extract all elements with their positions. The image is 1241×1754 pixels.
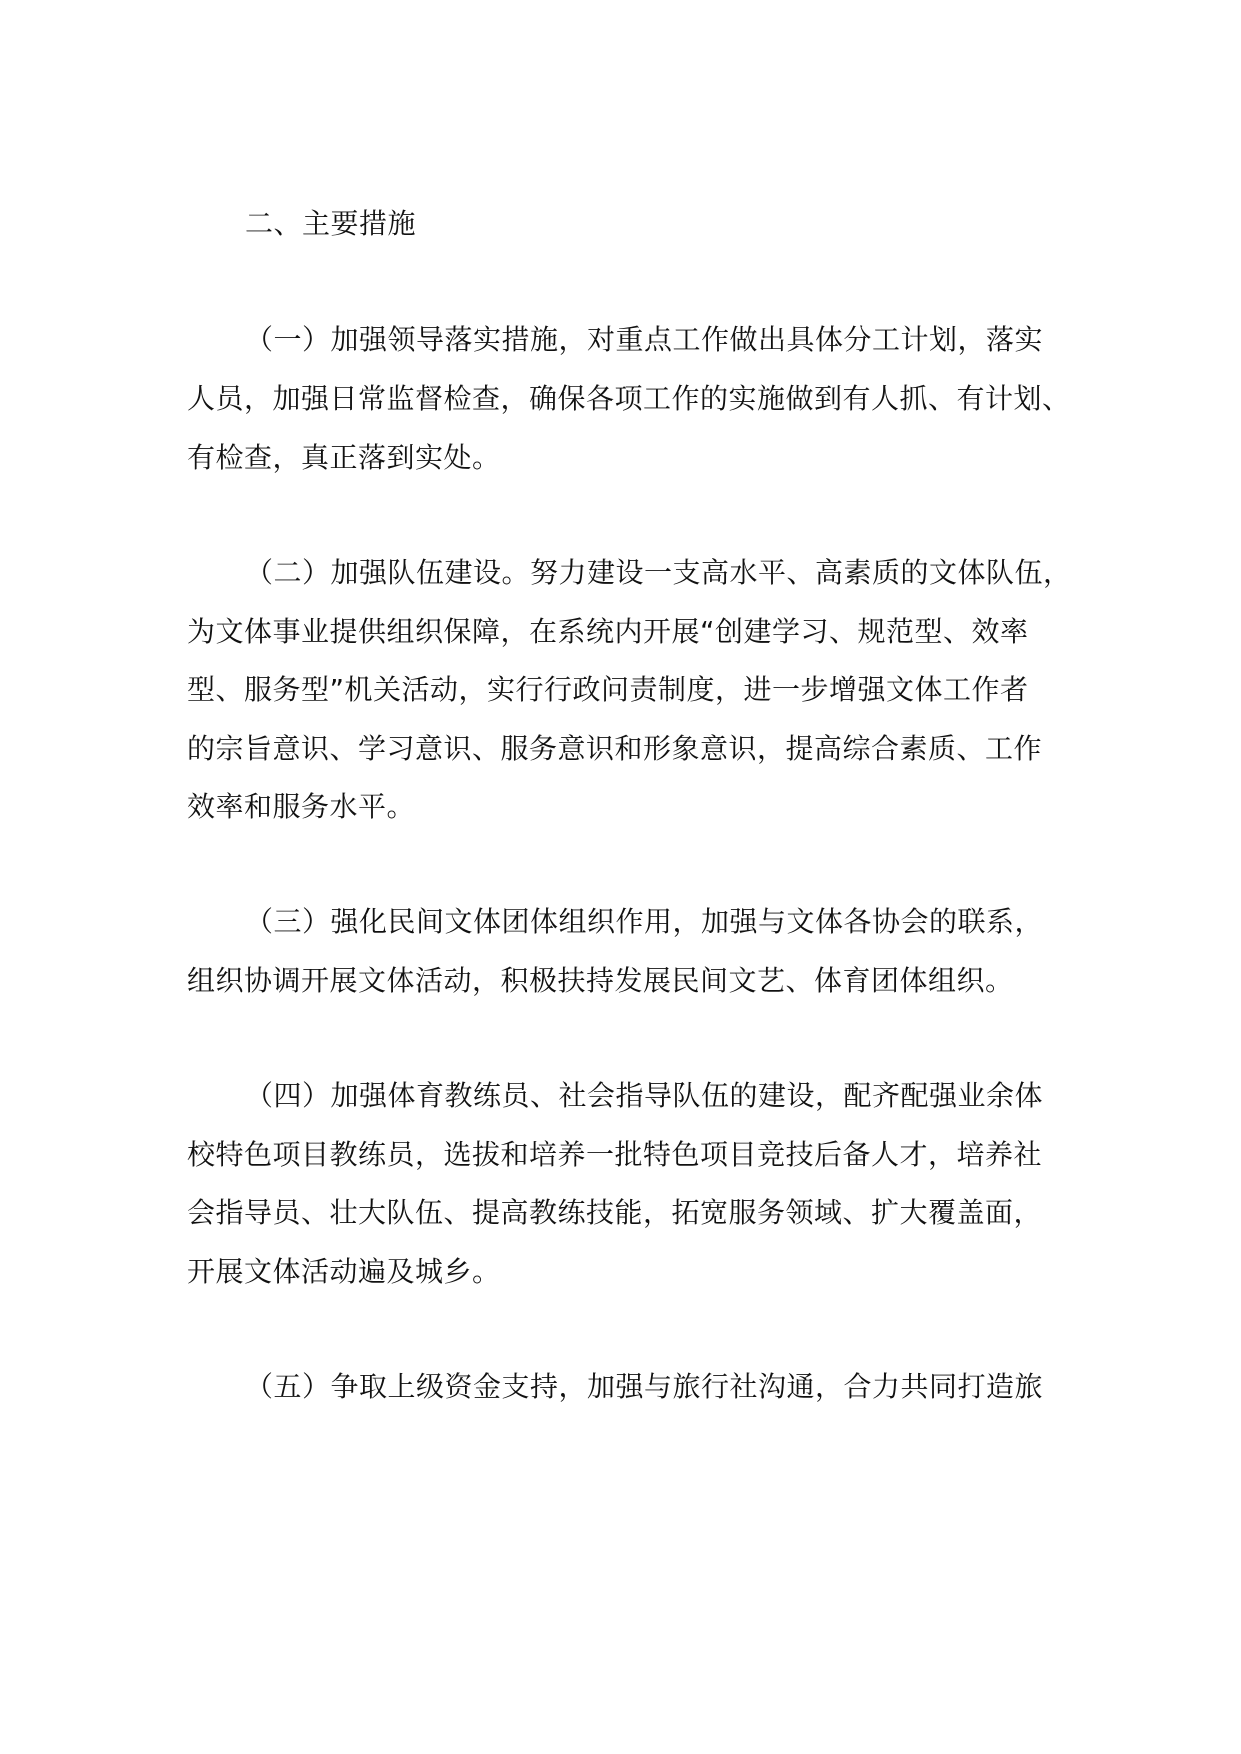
paragraph-2-line-5: 效率和服务水平。	[187, 790, 416, 823]
paragraph-1-line-1: （一）加强领导落实措施，对重点工作做出具体分工计划，落实	[245, 323, 1044, 356]
paragraph-4-line-1: （四）加强体育教练员、社会指导队伍的建设，配齐配强业余体	[245, 1079, 1044, 1112]
paragraph-3-line-2: 组织协调开展文体活动，积极扶持发展民间文艺、体育团体组织。	[187, 964, 1014, 997]
paragraph-4-line-4: 开展文体活动遍及城乡。	[187, 1255, 501, 1288]
paragraph-4-line-2: 校特色项目教练员，选拔和培养一批特色项目竞技后备人才，培养社	[187, 1138, 1043, 1171]
paragraph-3-line-1: （三）强化民间文体团体组织作用，加强与文体各协会的联系，	[245, 905, 1044, 938]
paragraph-4-line-3: 会指导员、壮大队伍、提高教练技能，拓宽服务领域、扩大覆盖面，	[187, 1196, 1043, 1229]
paragraph-2-line-4: 的宗旨意识、学习意识、服务意识和形象意识，提高综合素质、工作	[187, 732, 1043, 765]
paragraph-1-line-3: 有检查，真正落到实处。	[187, 441, 501, 474]
paragraph-2-line-1: （二）加强队伍建设。努力建设一支高水平、高素质的文体队伍，	[245, 556, 1072, 589]
paragraph-2-line-3: 型、服务型”机关活动，实行行政问责制度，进一步增强文体工作者	[187, 673, 1029, 706]
paragraph-5-line-1: （五）争取上级资金支持，加强与旅行社沟通，合力共同打造旅	[245, 1370, 1044, 1403]
section-heading: 二、主要措施	[245, 207, 417, 240]
paragraph-2-line-2: 为文体事业提供组织保障，在系统内开展“创建学习、规范型、效率	[187, 615, 1029, 648]
paragraph-1-line-2: 人员，加强日常监督检查，确保各项工作的实施做到有人抓、有计划、	[187, 382, 1071, 415]
